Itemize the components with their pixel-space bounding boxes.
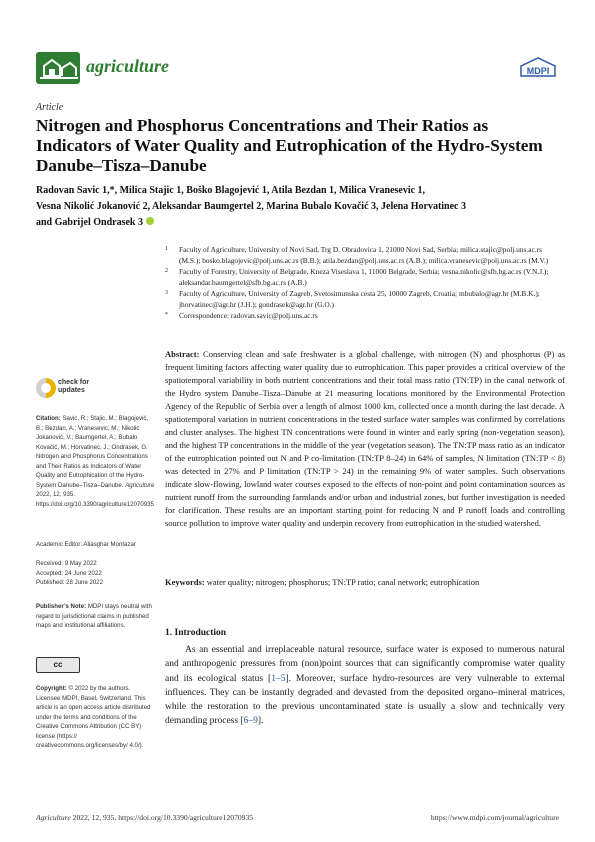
publisher-note-text: MDPI stays neutral with regard to jurisdictional claims in published maps and institutional affiliations. [36, 603, 152, 629]
paper-title: Nitrogen and Phosphorus Concentrations and Their Ratios as Indicators of Water Quality and Eutrophication of the Hydro-System Danube–Tisza–Danube [36, 116, 543, 175]
intro-text-3: ]. [257, 716, 264, 727]
footer-doi[interactable]: 2022, 12, 935. https://doi.org/10.3390/agriculture12070935 [72, 813, 254, 822]
footer-journal-url[interactable]: https://www.mdpi.com/journal/agriculture [430, 813, 559, 822]
intro-text-2: ]. Moreover, surface hydro-resources are very vulnerable to external influences. They can be instantly degraded and devasted from the deposited organo–mineral matrices, while the restoration to the previous uncontaminated state is usually a slow and technically very demanding process [ [165, 673, 565, 727]
affiliation-text: Faculty of Agriculture, University of Novi Sad, Trg D. Obradovica 1, 21000 Novi Sad, Serbia; milica.stajic@polj.uns.ac.rs (M.S.); bosko.blagojevic@polj.uns.ac.rs (B.B.); atila.bezdan@polj.uns.ac.rs (A.B.); milica.vranesevic@polj.uns.ac.rs (M.V.) [179, 245, 549, 265]
accepted-date: Accepted: 24 June 2022 [36, 569, 102, 577]
affiliation-number: 1 [165, 246, 168, 252]
copyright-label: Copyright: [36, 685, 67, 692]
orcid-icon[interactable] [146, 217, 154, 225]
check-line-1: check for [58, 379, 90, 386]
check-updates-icon [36, 378, 56, 398]
citation-journal: Agriculture [125, 481, 155, 489]
citation-doi[interactable]: 2022, 12, 935. https://doi.org/10.3390/agriculture12070935 [36, 491, 154, 508]
affiliation-3 [165, 288, 565, 310]
publication-dates [36, 559, 156, 588]
author-line-3 [36, 215, 566, 231]
affiliation-text: Faculty of Forestry, University of Belgrade, Kneza Viseslava 1, 11000 Belgrade, Serbia; vesna.nikolic@sfb.bg.ac.rs (V.N.J.); aleksandar.baumgertel@sfb.bg.ac.rs (A.B.) [179, 267, 549, 287]
citation-text: Savic, R.; Stajic, M.; Blagojević, B.; Bezdan, A.; Vranesevic, M.; Nikolić Jokanović, V.; Baumgertel, A.; Bubalo Kovačić, M.; Horvatinec, J.; Ondrasek, G. Nitrogen and Phosphorus Concentrations and Their Ratios as Indicators of Water Quality and Eutrophication of the Hydro-System Danube–Tisza–Danube. [36, 415, 149, 489]
footer-citation [36, 813, 253, 822]
affiliation-number: 3 [165, 290, 168, 296]
intro-text-1: As an essential and irreplaceable natural resource, surface water is exposed to numerous natural and anthropogenic pressures from (non)point sources that can significantly compromise water quality and its ecological status [ [165, 645, 565, 684]
keywords [165, 576, 565, 589]
publisher-note [36, 602, 156, 631]
author-line-1 [36, 183, 566, 199]
copyright-block [36, 684, 156, 751]
check-line-2: updates [58, 387, 85, 394]
journal-name: agriculture [86, 56, 170, 76]
check-for-updates-button[interactable] [36, 376, 156, 404]
journal-header [36, 50, 559, 84]
affiliation-text: Faculty of Agriculture, University of Zagreb, Svetosimunska cesta 25, 10000 Zagreb, Croatia; mbubalo@agr.hr (M.B.K.); jhorvatinec@agr.hr (J.H.); gondrasek@agr.hr (G.O.) [179, 289, 540, 309]
author-line-1-text: Radovan Savic 1,*, Milica Stajic 1, Boško Blagojević 1, Atila Bezdan 1, Milica Vranesevic 1, [36, 185, 426, 196]
affiliations [165, 244, 565, 321]
author-line-2 [36, 199, 566, 215]
abstract-label: Abstract: [165, 349, 200, 359]
correspondence [165, 310, 565, 321]
reference-link[interactable]: 6–9 [243, 716, 258, 727]
abstract [165, 348, 565, 530]
mdpi-logo [517, 56, 559, 80]
author-list [36, 183, 566, 231]
academic-editor: Academic Editor: Aliasghar Montazar [36, 541, 136, 548]
footer-journal: Agriculture [36, 813, 71, 822]
article-type-label: Article [36, 102, 64, 113]
copyright-text: © 2022 by the authors. Licensee MDPI, Basel, Switzerland. This article is an open access article distributed under the terms and conditions of the Creative Commons Attribution (CC BY) license (https:// creativecommons.org/licenses/by/ 4.0/). [36, 685, 151, 749]
keywords-label: Keywords: [165, 577, 205, 587]
citation-block [36, 414, 156, 509]
affiliation-2 [165, 266, 565, 288]
author-line-3-text: and Gabrijel Ondrasek 3 [36, 217, 143, 228]
journal-logo [36, 52, 80, 84]
section-heading-introduction: 1. Introduction [165, 628, 227, 638]
correspondence-text: Correspondence: radovan.savic@polj.uns.ac.rs [179, 311, 318, 320]
affiliation-1 [165, 244, 565, 266]
citation-label: Citation: [36, 415, 61, 422]
keywords-text: water quality; nitrogen; phosphorus; TN:TP ratio; canal network; eutrophication [206, 577, 480, 587]
affiliation-number: * [165, 312, 168, 318]
reference-link[interactable]: 1–5 [271, 673, 286, 684]
cc-license-icon[interactable]: cc [36, 657, 80, 673]
affiliation-number: 2 [165, 268, 168, 274]
publisher-note-label: Publisher’s Note: [36, 603, 87, 610]
publisher-label: MDPI [526, 66, 550, 76]
abstract-text: Conserving clean and safe freshwater is a global challenge, with nitrogen (N) and phosphorus (P) as frequent limiting factors affecting water quality due to eutrophication. This paper provides a critical overview of the spatiotemporal variability in both nutrient concentrations and their total mass ratio (TN:TP) in the canal network of the Hydro system Danube–Tisza–Danube at 21 measuring locations monitored by the Environmental Protection Agency of the Republic of Serbia over a length of almost 1000 km, collected once a month during the last decade. A spatiotemporal variation in nutrient concentrations in the tested surface water samples was confirmed by correlations and cluster analyses. The highest TN concentrations were found in winter and early spring (non-vegetation season), and the highest TP concentrations in the middle of the year (vegetation season). The TN:TP mass ratio as an indicator of the eutrophication pointed out N and P co-limitation (TN:TP 8–24) in 64% of samples, N limitation (TN:TP < 8) was detected in 27% and P limitation (TN:TP > 24) in the remaining 9% of water samples. Such observations indicate slow-flowing, lowland water courses exposed to the effects of non-point and point contamination sources as nutrient runoff from the surrounding farmlands and/or urban and industrial zones, but further investigation is needed for clarification. These results are an important starting point for reducing N and P runoff loads and controlling source pollution to improve water quality and underpin recovery from eutrophication in the studied watershed. [165, 349, 566, 528]
published-date: Published: 28 June 2022 [36, 579, 104, 586]
author-line-2-text: Vesna Nikolić Jokanović 2, Aleksandar Baumgertel 2, Marina Bubalo Kovačić 3, Jelena Horvatinec 3 [36, 201, 466, 212]
introduction-paragraph [165, 643, 565, 729]
received-date: Received: 9 May 2022 [36, 560, 97, 567]
